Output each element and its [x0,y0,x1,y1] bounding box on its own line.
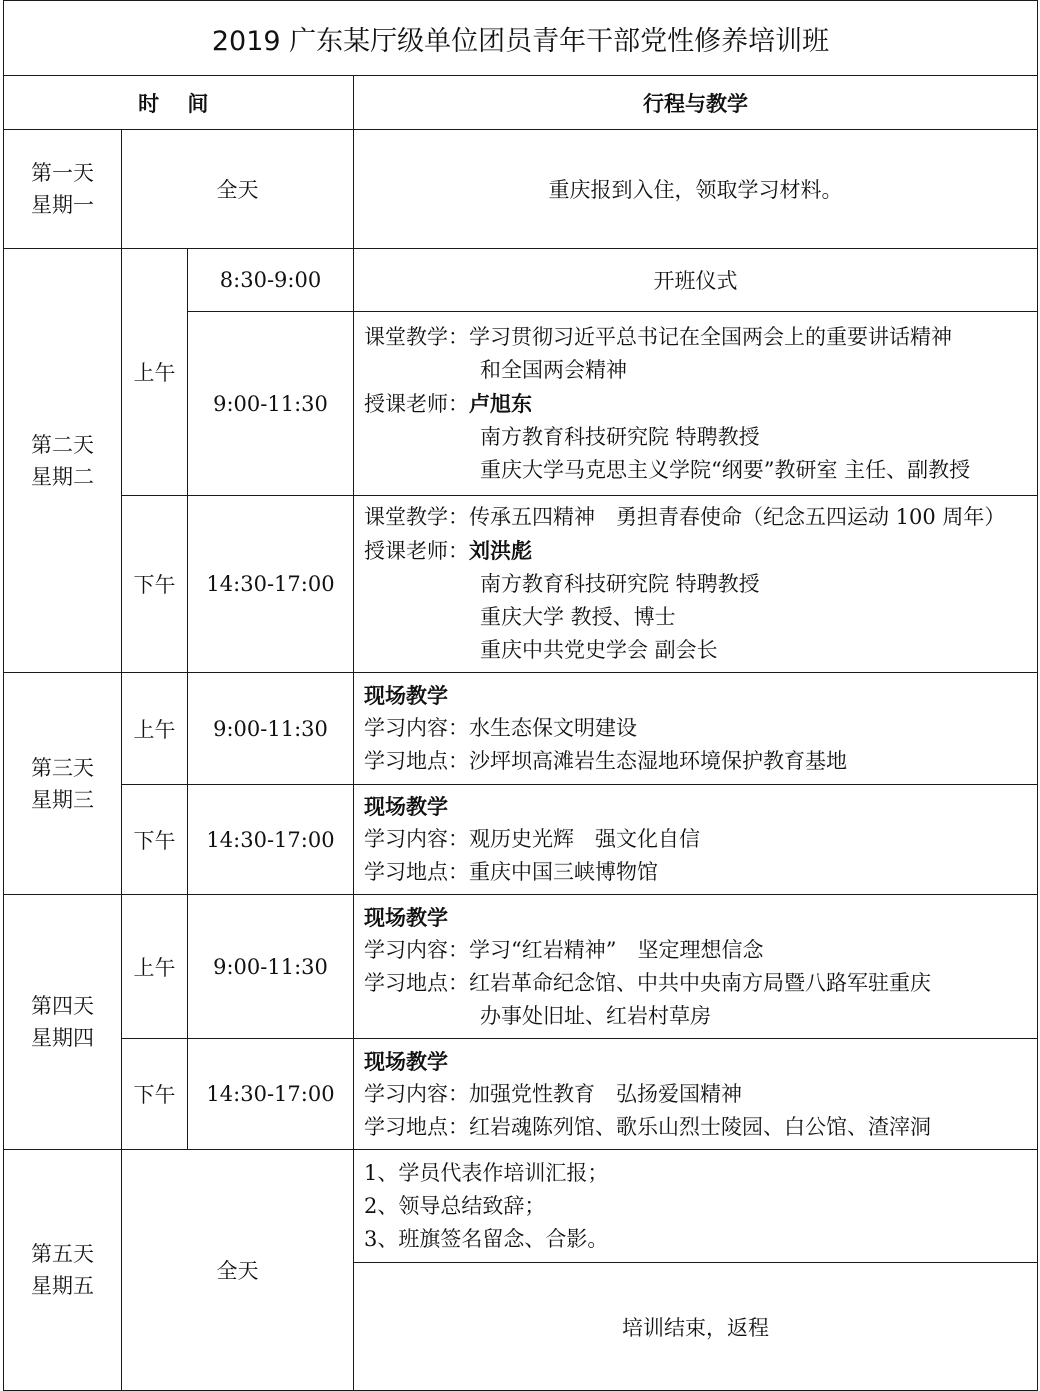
page-title: 2019 广东某厅级单位团员青年干部党性修养培训班 [4,1,1038,76]
class1-teacher-title-1: 南方教育科技研究院 特聘教授 [480,424,760,449]
day3-weekday: 星期三 [31,787,94,812]
day4-am-place-cont: 办事处旧址、红岩村草房 [480,1003,711,1028]
day4-am-place-label: 学习地点： [364,970,469,995]
day5-item: 3、班旗签名留念、合影。 [364,1226,609,1251]
day3-pm-content: 观历史光辉 强文化自信 [469,827,700,851]
day3-pm-heading: 现场教学 [364,794,448,819]
day2-class1 [354,312,1038,496]
day4-pm [354,1039,1038,1150]
class1-topic-cont: 和全国两会精神 [480,357,627,382]
day4-morning-time: 9:00-11:30 [188,895,354,1039]
class2-label: 课堂教学： [364,505,469,529]
day4-pm-heading: 现场教学 [364,1048,448,1074]
day4-pm-content: 加强党性教育 弘扬爱国精神 [469,1081,742,1106]
class2-teacher: 刘洪彪 [469,538,532,563]
day4-am-place: 红岩革命纪念馆、中共中央南方局暨八路军驻重庆 [469,970,931,995]
day3-am-heading: 现场教学 [364,683,448,708]
day2-weekday: 星期二 [31,464,94,489]
day4-am-content: 学习“红岩精神” 坚定理想信念 [469,937,764,962]
day3-am-content-label: 学习内容： [364,716,469,740]
day1-weekday: 星期一 [31,193,94,217]
class1-teacher: 卢旭东 [469,390,532,416]
day2-label [4,249,122,673]
day3-pm-place: 重庆中国三峡博物馆 [469,860,658,884]
day4-label [4,895,122,1150]
day4-am-content-line [364,934,1037,967]
day2-morning: 上午 [122,249,188,496]
day3-pm-content-line [364,823,1037,856]
day3-pm-content-label: 学习内容： [364,827,469,851]
day5-item: 2、领导总结致辞； [364,1193,546,1218]
day4-pm-place-label: 学习地点： [364,1114,469,1139]
day3-afternoon-time: 14:30-17:00 [188,785,354,895]
day2-opening: 开班仪式 [354,249,1038,312]
class2-teacher-line [364,534,1037,568]
day2-class2 [354,496,1038,673]
day4-am [354,895,1038,1039]
day2-day: 第二天 [31,432,94,457]
class1-teacher-label: 授课老师： [364,391,469,416]
class2-teacher-title-3: 重庆中共党史学会 副会长 [480,638,718,662]
day3-pm-place-line [364,856,1037,889]
day1-day: 第一天 [31,161,94,185]
class1-teacher-title-2: 重庆大学马克思主义学院“纲要”教研室 主任、副教授 [480,457,971,482]
day3-label [4,673,122,895]
day3-morning: 上午 [122,673,188,785]
day4-morning: 上午 [122,895,188,1039]
day4-am-heading: 现场教学 [364,904,448,930]
day4-afternoon-time: 14:30-17:00 [188,1039,354,1150]
day2-afternoon: 下午 [122,496,188,673]
day3-am-content: 水生态保文明建设 [469,716,637,740]
class2-teacher-label: 授课老师： [364,539,469,563]
class1-teacher-line [364,387,1037,421]
day5-item: 1、学员代表作培训汇报； [364,1160,609,1185]
day5-items [354,1150,1038,1263]
day2-class1-time: 9:00-11:30 [188,312,354,496]
class2-topic: 传承五四精神 勇担青春使命（纪念五四运动 100 周年） [469,505,1006,529]
day3-pm-place-label: 学习地点： [364,860,469,884]
day5-period: 全天 [122,1150,354,1391]
class2-topic-line [364,501,1037,534]
day4-afternoon: 下午 [122,1039,188,1150]
day3-day: 第三天 [31,755,94,780]
day3-afternoon: 下午 [122,785,188,895]
day1-period: 全天 [122,130,354,249]
day4-day: 第四天 [31,994,94,1018]
day3-am-place-line [364,745,1037,778]
schedule-table [3,0,1038,1391]
day3-morning-time: 9:00-11:30 [188,673,354,785]
class1-topic-line [364,321,1037,354]
day2-opening-time: 8:30-9:00 [188,249,354,312]
day4-weekday: 星期四 [31,1026,94,1050]
class2-teacher-title-2: 重庆大学 教授、博士 [480,605,676,629]
day3-am-content-line [364,712,1037,745]
day5-day: 第五天 [31,1242,94,1266]
class1-label: 课堂教学： [364,324,469,349]
day5-label [4,1150,122,1391]
day4-pm-content-label: 学习内容： [364,1081,469,1106]
header-schedule: 行程与教学 [354,76,1038,130]
day4-pm-content-line [364,1078,1037,1111]
day3-pm [354,785,1038,895]
day4-am-place-line [364,967,1037,1000]
day5-end: 培训结束，返程 [354,1263,1038,1391]
day2-class2-time: 14:30-17:00 [188,496,354,673]
day5-weekday: 星期五 [31,1274,94,1298]
day4-am-content-label: 学习内容： [364,937,469,962]
day4-pm-place: 红岩魂陈列馆、歌乐山烈士陵园、白公馆、渣滓洞 [469,1114,931,1139]
class1-topic: 学习贯彻习近平总书记在全国两会上的重要讲话精神 [469,324,952,349]
day3-am-place: 沙坪坝高滩岩生态湿地环境保护教育基地 [469,749,847,773]
day3-am-place-label: 学习地点： [364,749,469,773]
day3-am [354,673,1038,785]
day4-pm-place-line [364,1111,1037,1144]
class2-teacher-title-1: 南方教育科技研究院 特聘教授 [480,572,760,596]
header-time: 时 间 [4,76,354,130]
day1-label [4,130,122,249]
day1-content: 重庆报到入住，领取学习材料。 [354,130,1038,249]
